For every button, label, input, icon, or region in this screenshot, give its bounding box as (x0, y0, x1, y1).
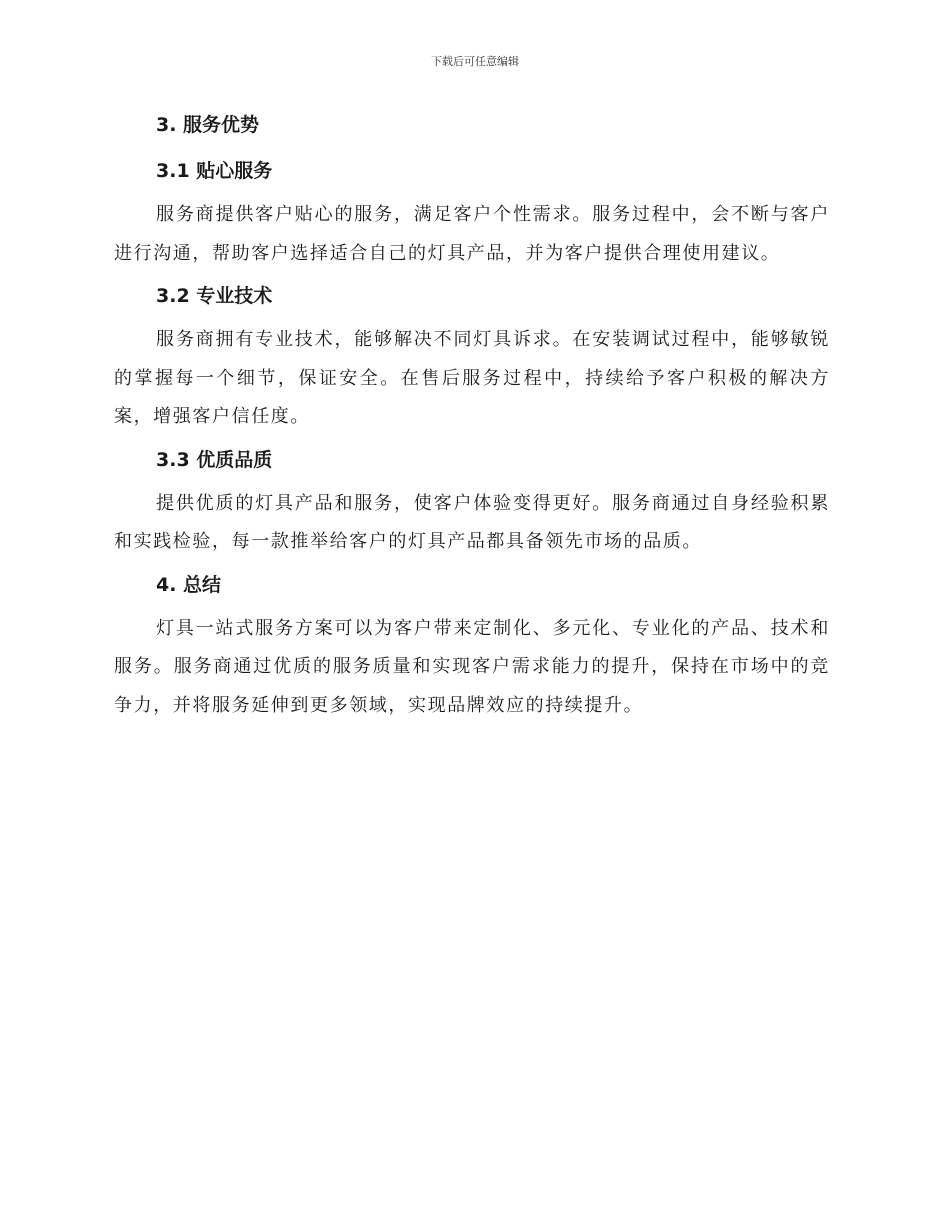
heading-summary: 4. 总结 (156, 573, 222, 596)
heading-service-advantages: 3. 服务优势 (156, 114, 260, 136)
heading-considerate-service: 3.1 贴心服务 (156, 160, 273, 182)
heading-quality: 3.3 优质品质 (156, 448, 273, 471)
paragraph-professional-tech: 服务商拥有专业技术，能够解决不同灯具诉求。在安装调试过程中，能够敏锐的掌握每一个细节，保证安全。在售后服务过程中，持续给予客户积极的解决方案，增强客户信任度。 (114, 329, 830, 427)
paragraph-quality: 提供优质的灯具产品和服务，使客户体验变得更好。服务商通过自身经验积累和实践检验，每一款推举给客户的灯具产品都具备领先市场的品质。 (114, 492, 830, 552)
heading-professional-tech: 3.2 专业技术 (156, 285, 273, 307)
document-body (114, 110, 830, 733)
paragraph-considerate-service: 服务商提供客户贴心的服务，满足客户个性需求。服务过程中，会不断与客户进行沟通，帮助客户选择适合自己的灯具产品，并为客户提供合理使用建议。 (114, 204, 830, 264)
page-header: 下载后可任意编辑 (431, 55, 519, 68)
paragraph-summary: 灯具一站式服务方案可以为客户带来定制化、多元化、专业化的产品、技术和服务。服务商通过优质的服务质量和实现客户需求能力的提升，保持在市场中的竞争力，并将服务延伸到更多领域，实现品牌效应的持续提升。 (114, 617, 830, 716)
